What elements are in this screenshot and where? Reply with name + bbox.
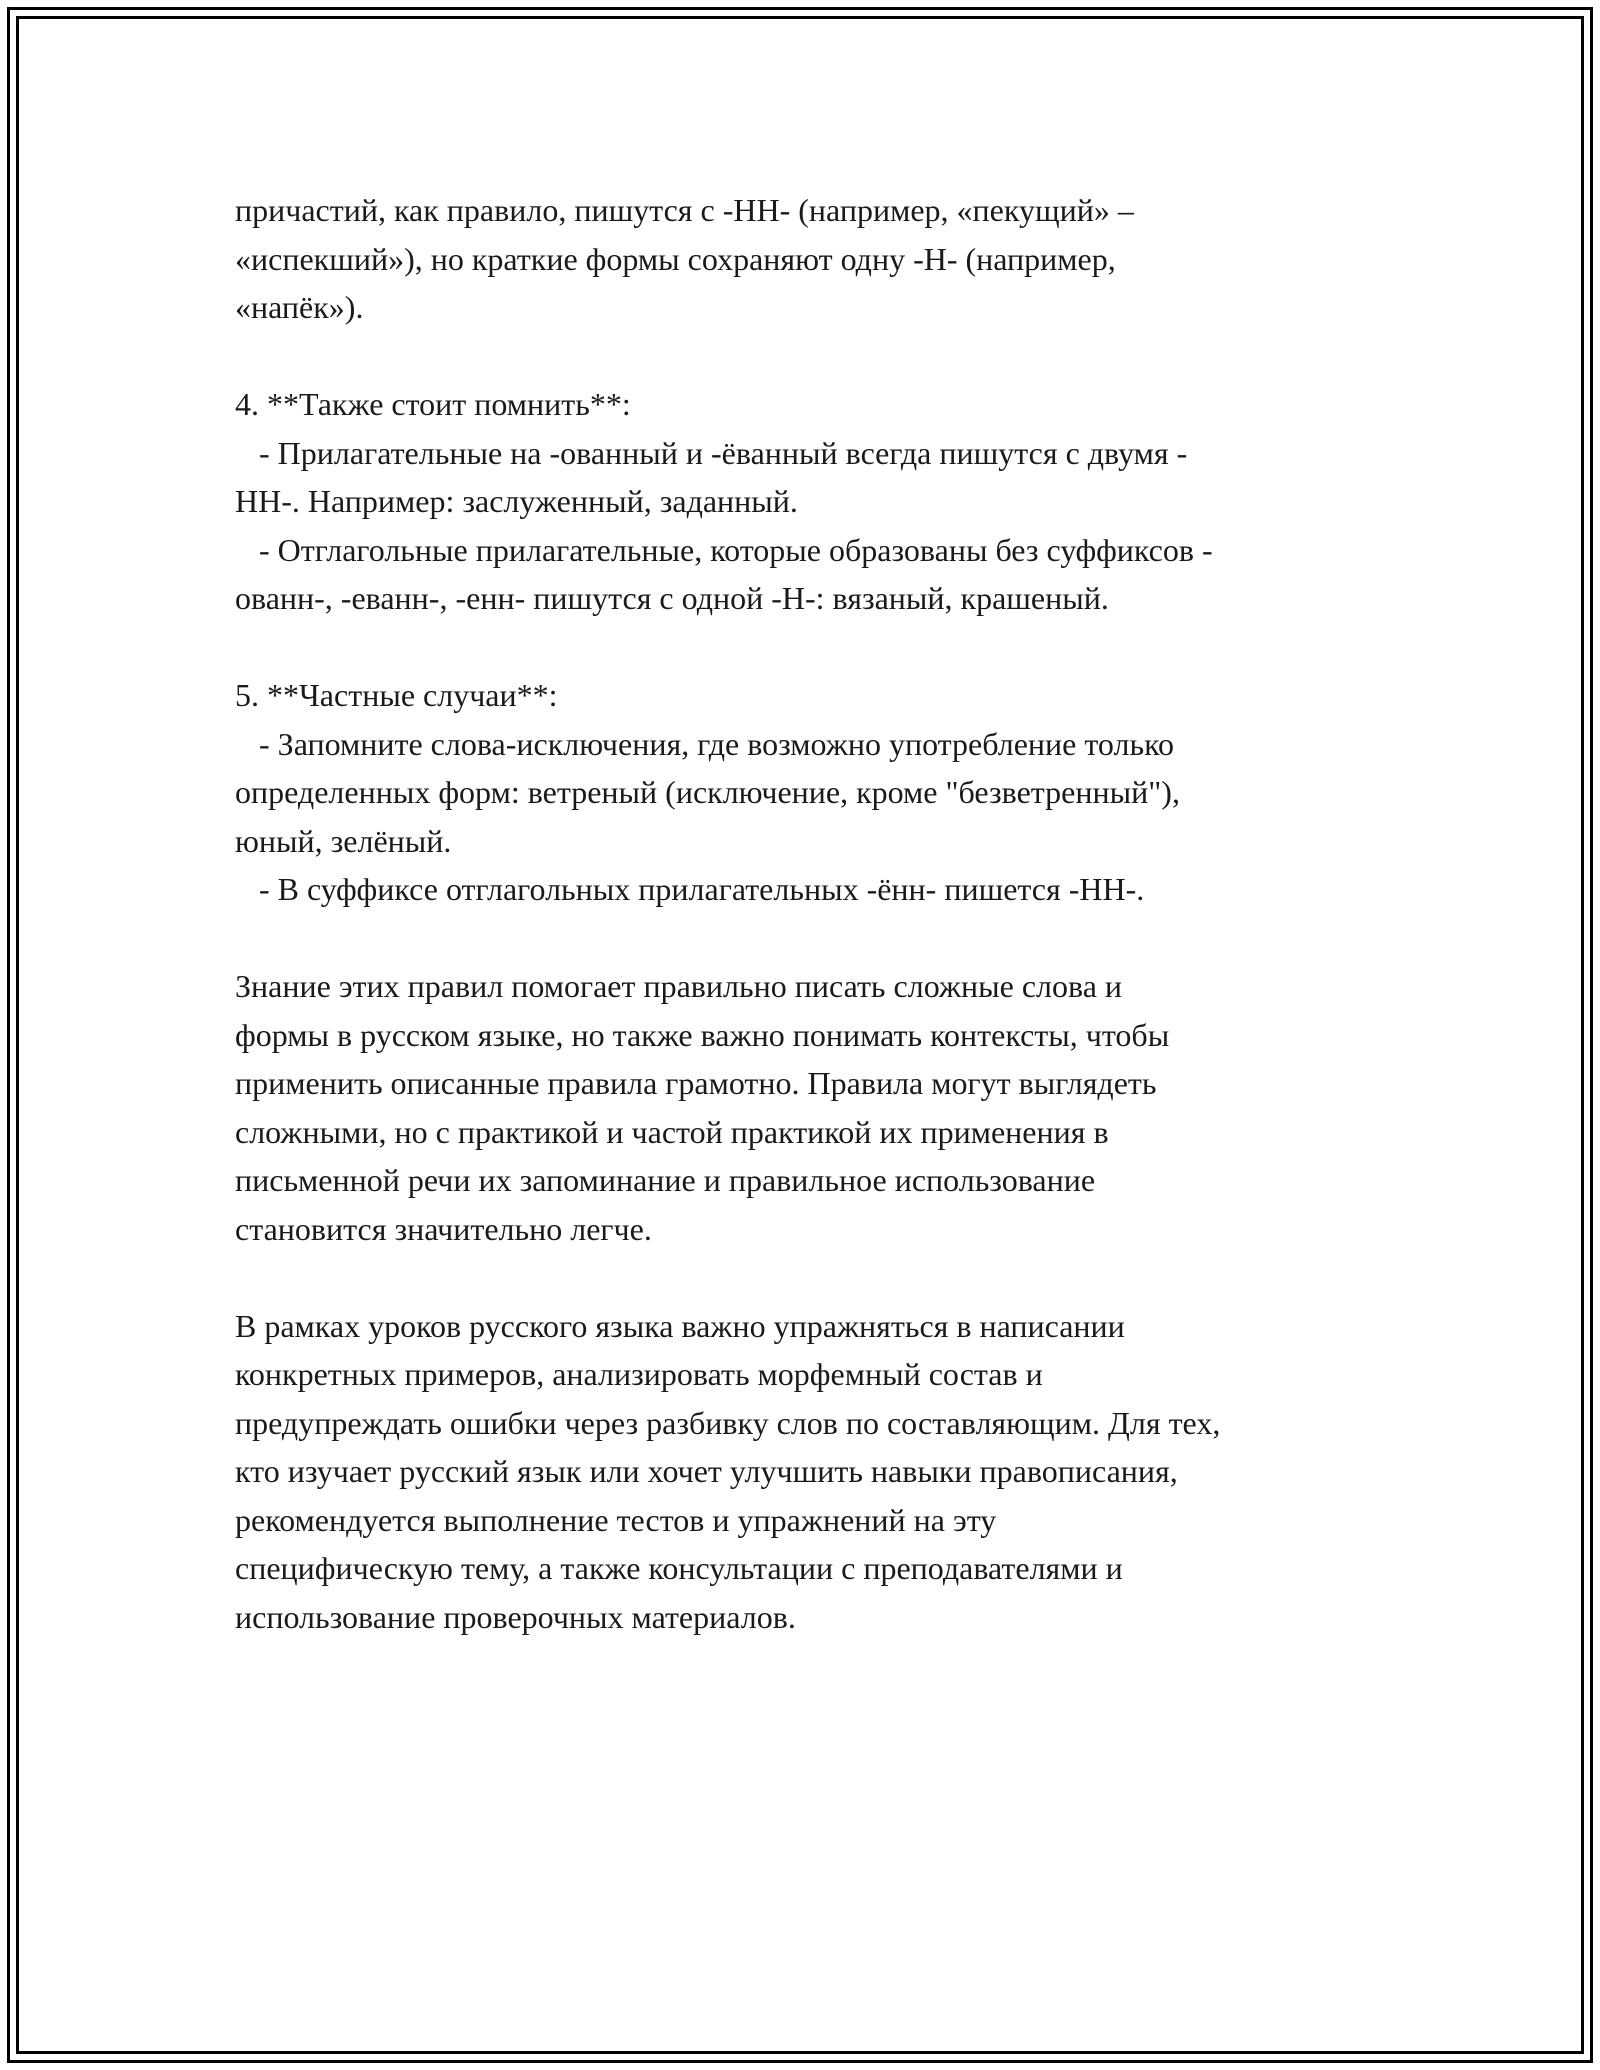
section-5 (235, 671, 1385, 914)
list-item-line: - Запомните слова-исключения, где возможно употребление только (235, 725, 1174, 762)
paragraph-knowledge (235, 962, 1385, 1253)
document-body (235, 186, 1385, 1641)
text-line: применить описанные правила грамотно. Правила могут выглядеть (235, 1065, 1157, 1101)
text-line: Знание этих правил помогает правильно писать сложные слова и (235, 968, 1123, 1004)
paragraph-spacer (235, 1253, 1385, 1302)
text-line: предупреждать ошибки через разбивку слов по составляющим. Для тех, (235, 1404, 1221, 1441)
list-item-line: - Прилагательные на -ованный и -ёванный всегда пишутся с двумя - (235, 434, 1188, 471)
list-item-line: ованн-, -еванн-, -енн- пишутся с одной -Н-: вязаный, крашеный. (235, 580, 1109, 616)
paragraph-spacer (235, 332, 1385, 381)
section-heading: 4. **Также стоит помнить**: (235, 386, 631, 422)
text-line: формы в русском языке, но также важно понимать контексты, чтобы (235, 1016, 1170, 1053)
text-line: «напёк»). (235, 289, 364, 325)
text-line: конкретных примеров, анализировать морфемный состав и (235, 1356, 1043, 1392)
list-item-line: - Отглагольные прилагательные, которые образованы без суффиксов - (235, 531, 1213, 568)
text-line: письменной речи их запоминание и правильное использование (235, 1162, 1096, 1198)
list-item-line: определенных форм: ветреный (исключение, кроме "безветренный"), (235, 774, 1180, 810)
section-4 (235, 380, 1385, 623)
text-line: «испекший»), но краткие формы сохраняют одну -Н- (например, (235, 240, 1116, 277)
list-item-line: НН-. Например: заслуженный, заданный. (235, 483, 798, 519)
list-item-line: юный, зелёный. (235, 822, 452, 859)
text-line: специфическую тему, а также консультации с преподавателями и (235, 1550, 1123, 1586)
paragraph-lessons (235, 1302, 1385, 1642)
paragraph-spacer (235, 914, 1385, 963)
list-item-line: - В суффиксе отглагольных прилагательных -ённ- пишется -НН-. (235, 871, 1145, 907)
text-line: сложными, но с практикой и частой практикой их применения в (235, 1113, 1109, 1150)
text-line: становится значительно легче. (235, 1210, 652, 1247)
text-line: рекомендуется выполнение тестов и упражнений на эту (235, 1501, 997, 1538)
paragraph-spacer (235, 623, 1385, 672)
section-heading: 5. **Частные случаи**: (235, 677, 558, 713)
paragraph-continuation (235, 186, 1385, 332)
text-line: В рамках уроков русского языка важно упражняться в написании (235, 1307, 1125, 1344)
text-line: причастий, как правило, пишутся с -НН- (например, «пекущий» – (235, 192, 1134, 228)
text-line: использование проверочных материалов. (235, 1598, 796, 1635)
text-line: кто изучает русский язык или хочет улучшить навыки правописания, (235, 1453, 1178, 1489)
